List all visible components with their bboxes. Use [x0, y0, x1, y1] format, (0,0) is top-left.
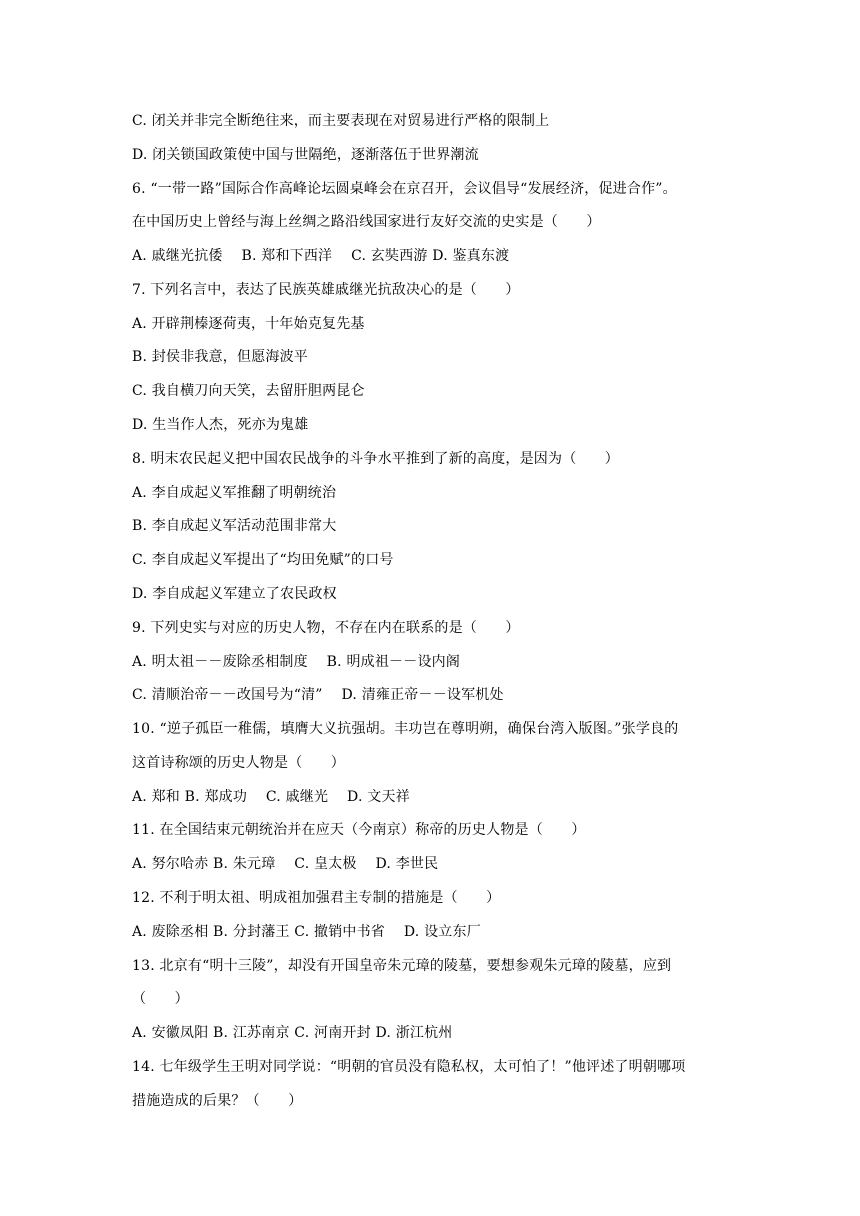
question-13-options: A. 安徽凤阳 B. 江苏南京 C. 河南开封 D. 浙江杭州 — [132, 1025, 453, 1041]
question-7-option-b: B. 封侯非我意，但愿海波平 — [132, 349, 308, 365]
question-13-stem-line-1: 13. 北京有“明十三陵”，却没有开国皇帝朱元璋的陵墓，要想参观朱元璋的陵墓，应到 — [132, 958, 672, 974]
question-9-stem: 9. 下列史实与对应的历史人物，不存在内在联系的是（ ） — [132, 620, 520, 636]
question-12-stem: 12. 不利于明太祖、明成祖加强君主专制的措施是（ ） — [132, 890, 501, 906]
question-7-option-a: A. 开辟荆榛逐荷夷，十年始克复先基 — [132, 316, 365, 332]
question-14-stem-line-2: 措施造成的后果？（ ） — [132, 1093, 303, 1109]
question-14-stem-line-1: 14. 七年级学生王明对同学说：“明朝的官员没有隐私权，太可怕了！”他评述了明朝哪项 — [132, 1059, 686, 1075]
question-13-stem-line-2: （ ） — [132, 991, 189, 1007]
question-11-stem: 11. 在全国结束元朝统治并在应天（今南京）称帝的历史人物是（ ） — [132, 822, 586, 838]
question-8-option-c: C. 李自成起义军提出了“均田免赋”的口号 — [132, 552, 394, 568]
question-5-option-c: C. 闭关并非完全断绝往来，而主要表现在对贸易进行严格的限制上 — [132, 113, 550, 129]
question-10-options: A. 郑和 B. 郑成功 C. 戚继光 D. 文天祥 — [132, 789, 410, 805]
question-6-stem-line-2: 在中国历史上曾经与海上丝绸之路沿线国家进行友好交流的史实是（ ） — [132, 214, 601, 230]
question-8-option-b: B. 李自成起义军活动范围非常大 — [132, 518, 337, 534]
question-5-option-d: D. 闭关锁国政策使中国与世隔绝，逐渐落伍于世界潮流 — [132, 147, 479, 163]
question-8-stem: 8. 明末农民起义把中国农民战争的斗争水平推到了新的高度，是因为（ ） — [132, 451, 620, 467]
question-7-option-c: C. 我自横刀向天笑，去留肝胆两昆仑 — [132, 383, 365, 399]
question-8-option-a: A. 李自成起义军推翻了明朝统治 — [132, 485, 337, 501]
question-6-stem-line-1: 6. “一带一路”国际合作高峰论坛圆桌峰会在京召开，会议倡导“发展经济，促进合作”。 — [132, 181, 677, 197]
question-7-stem: 7. 下列名言中，表达了民族英雄戚继光抗敌决心的是（ ） — [132, 282, 520, 298]
question-11-options: A. 努尔哈赤 B. 朱元璋 C. 皇太极 D. 李世民 — [132, 856, 439, 872]
question-8-option-d: D. 李自成起义军建立了农民政权 — [132, 586, 337, 602]
question-10-stem-line-2: 这首诗称颂的历史人物是（ ） — [132, 755, 345, 771]
question-12-options: A. 废除丞相 B. 分封藩王 C. 撤销中书省 D. 设立东厂 — [132, 924, 481, 940]
question-9-options-cd: C. 清顺治帝－－改国号为“清” D. 清雍正帝－－设军机处 — [132, 687, 504, 703]
question-9-options-ab: A. 明太祖－－废除丞相制度 B. 明成祖－－设内阁 — [132, 654, 461, 670]
question-10-stem-line-1: 10. “逆子孤臣一稚儒，填膺大义抗强胡。丰功岂在尊明朔，确保台湾入版图。”张学良的 — [132, 721, 679, 737]
question-7-option-d: D. 生当作人杰，死亦为鬼雄 — [132, 417, 309, 433]
question-6-options: A. 戚继光抗倭 B. 郑和下西洋 C. 玄奘西游 D. 鉴真东渡 — [132, 248, 510, 264]
